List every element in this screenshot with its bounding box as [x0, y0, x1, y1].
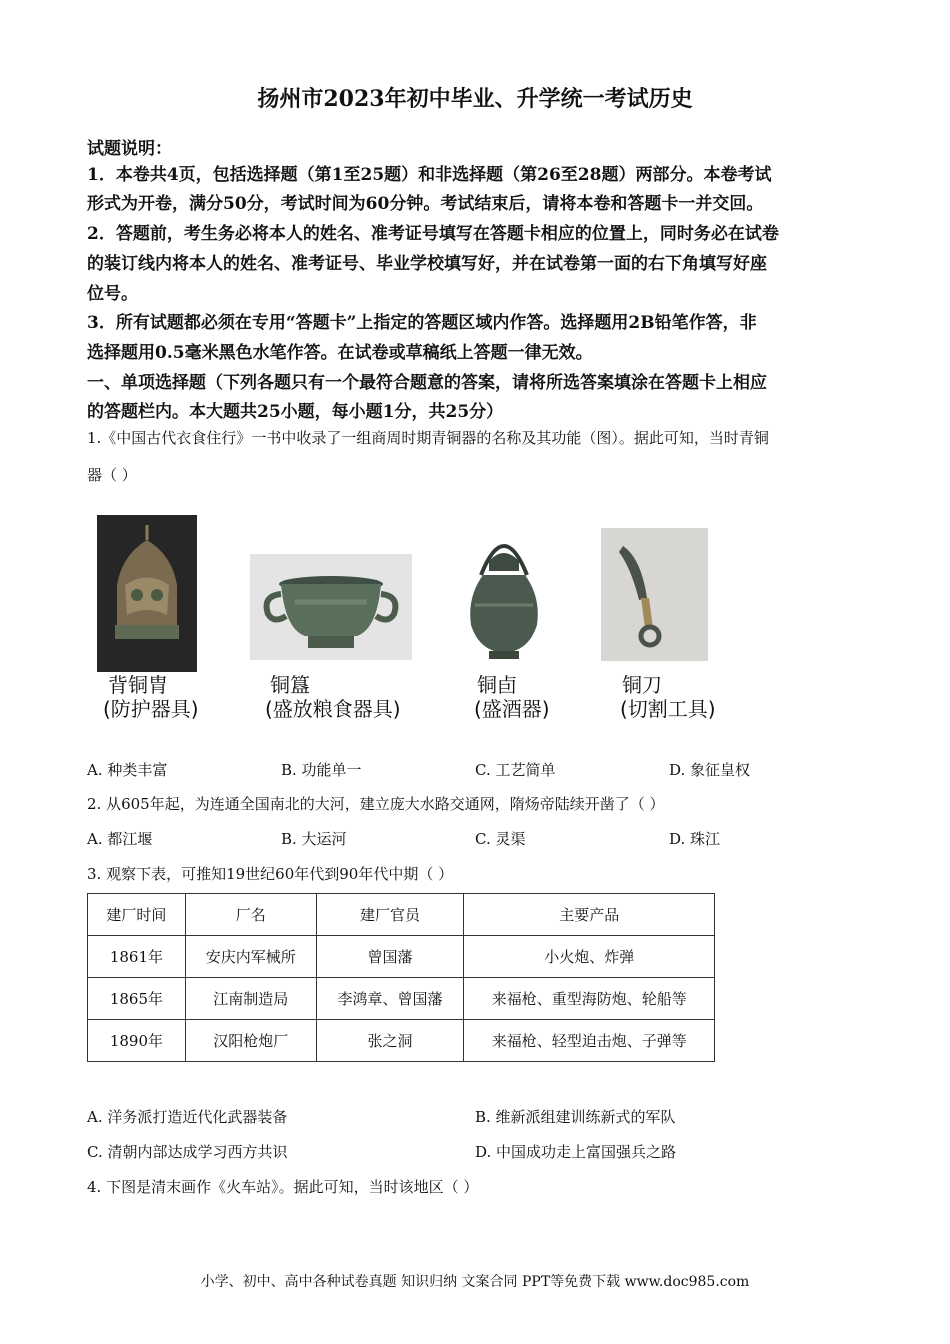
bronze-gui-image: [250, 554, 412, 660]
table-cell: 张之洞: [316, 1020, 464, 1062]
instruction-line: 2．答题前，考生务必将本人的姓名、准考证号填写在答题卡相应的位置上，同时务必在试卷: [87, 224, 779, 244]
section-heading: 的答题栏内。本大题共25小题，每小题1分，共25分）: [87, 402, 504, 422]
figure-caption: 背铜胄: [108, 673, 168, 697]
table-cell: 来福枪、轻型迫击炮、子弹等: [464, 1020, 715, 1062]
instruction-line: 3．所有试题都必须在专用“答题卡”上指定的答题区域内作答。选择题用2B铅笔作答，非: [87, 313, 757, 333]
table-header-row: [88, 894, 715, 936]
figure-caption: (盛放粮食器具): [265, 697, 401, 721]
instruction-line: 1．本卷共4页，包括选择题（第1至25题）和非选择题（第26至28题）两部分。本卷考试: [87, 165, 772, 185]
table-cell: 来福枪、重型海防炮、轮船等: [464, 978, 715, 1020]
table-cell: 小火炮、炸弹: [464, 936, 715, 978]
section-heading: 一、单项选择题（下列各题只有一个最符合题意的答案，请将所选答案填涂在答题卡上相应: [87, 373, 767, 393]
option-b: B. 维新派组建训练新式的军队: [475, 1108, 676, 1126]
option-d: D. 中国成功走上富国强兵之路: [475, 1143, 677, 1161]
table-header: 建厂官员: [316, 894, 464, 936]
figure-caption: (防护器具): [103, 697, 199, 721]
table-header: 建厂时间: [88, 894, 186, 936]
bronze-knife-image: [601, 528, 708, 661]
table-row: [88, 978, 715, 1020]
option-a: A. 洋务派打造近代化武器装备: [87, 1108, 288, 1126]
option-b: B. 大运河: [281, 830, 347, 848]
factory-table: [87, 893, 715, 1062]
instruction-line: 位号。: [87, 284, 138, 304]
page-title: 扬州市2023年初中毕业、升学统一考试历史: [257, 86, 693, 112]
table-header: 厂名: [185, 894, 316, 936]
option-d: D. 珠江: [669, 830, 721, 848]
instruction-line: 选择题用0.5毫米黑色水笔作答。在试卷或草稿纸上答题一律无效。: [87, 343, 593, 363]
table-header: 主要产品: [464, 894, 715, 936]
table-cell: 1865年: [88, 978, 186, 1020]
table-cell: 安庆内军械所: [185, 936, 316, 978]
table-cell: 江南制造局: [185, 978, 316, 1020]
figure-caption: 铜刀: [622, 673, 662, 697]
figure-caption: (盛酒器): [474, 697, 550, 721]
figure-caption: 铜簋: [270, 673, 310, 697]
bronze-helmet-image: [97, 515, 197, 672]
option-b: B. 功能单一: [281, 761, 362, 779]
table-row: [88, 1020, 715, 1062]
question-1-stem: 1.《中国古代衣食住行》一书中收录了一组商周时期青铜器的名称及其功能（图）。据此可知，当时青铜: [87, 429, 769, 447]
question-4-stem: 4. 下图是清末画作《火车站》。据此可知，当时该地区（ ）: [87, 1178, 479, 1196]
instruction-line: 形式为开卷，满分50分，考试时间为60分钟。考试结束后，请将本卷和答题卡一并交回。: [87, 194, 764, 214]
table-cell: 汉阳枪炮厂: [185, 1020, 316, 1062]
table-cell: 1890年: [88, 1020, 186, 1062]
option-a: A. 都江堰: [87, 830, 153, 848]
page-footer: 小学、初中、高中各种试卷真题 知识归纳 文案合同 PPT等免费下载 www.doc985.com: [200, 1274, 750, 1290]
figure-caption: (切割工具): [620, 697, 716, 721]
option-c: C. 清朝内部达成学习西方共识: [87, 1143, 288, 1161]
instructions-heading: 试题说明：: [87, 139, 172, 159]
table-cell: 李鸿章、曾国藩: [316, 978, 464, 1020]
question-3-stem: 3. 观察下表，可推知19世纪60年代到90年代中期（ ）: [87, 865, 454, 883]
instruction-line: 的装订线内将本人的姓名、准考证号、毕业学校填写好，并在试卷第一面的右下角填写好座: [87, 254, 767, 274]
option-c: C. 灵渠: [475, 830, 526, 848]
table-cell: 曾国藩: [316, 936, 464, 978]
option-c: C. 工艺简单: [475, 761, 556, 779]
bronze-you-image: [461, 527, 547, 661]
question-2-stem: 2. 从605年起，为连通全国南北的大河，建立庞大水路交通网，隋炀帝陆续开凿了（ ）: [87, 795, 665, 813]
question-1-stem: 器（ ）: [87, 466, 137, 484]
figure-caption: 铜卣: [477, 673, 517, 697]
option-d: D. 象征皇权: [669, 761, 751, 779]
option-a: A. 种类丰富: [87, 761, 168, 779]
table-cell: 1861年: [88, 936, 186, 978]
table-row: [88, 936, 715, 978]
